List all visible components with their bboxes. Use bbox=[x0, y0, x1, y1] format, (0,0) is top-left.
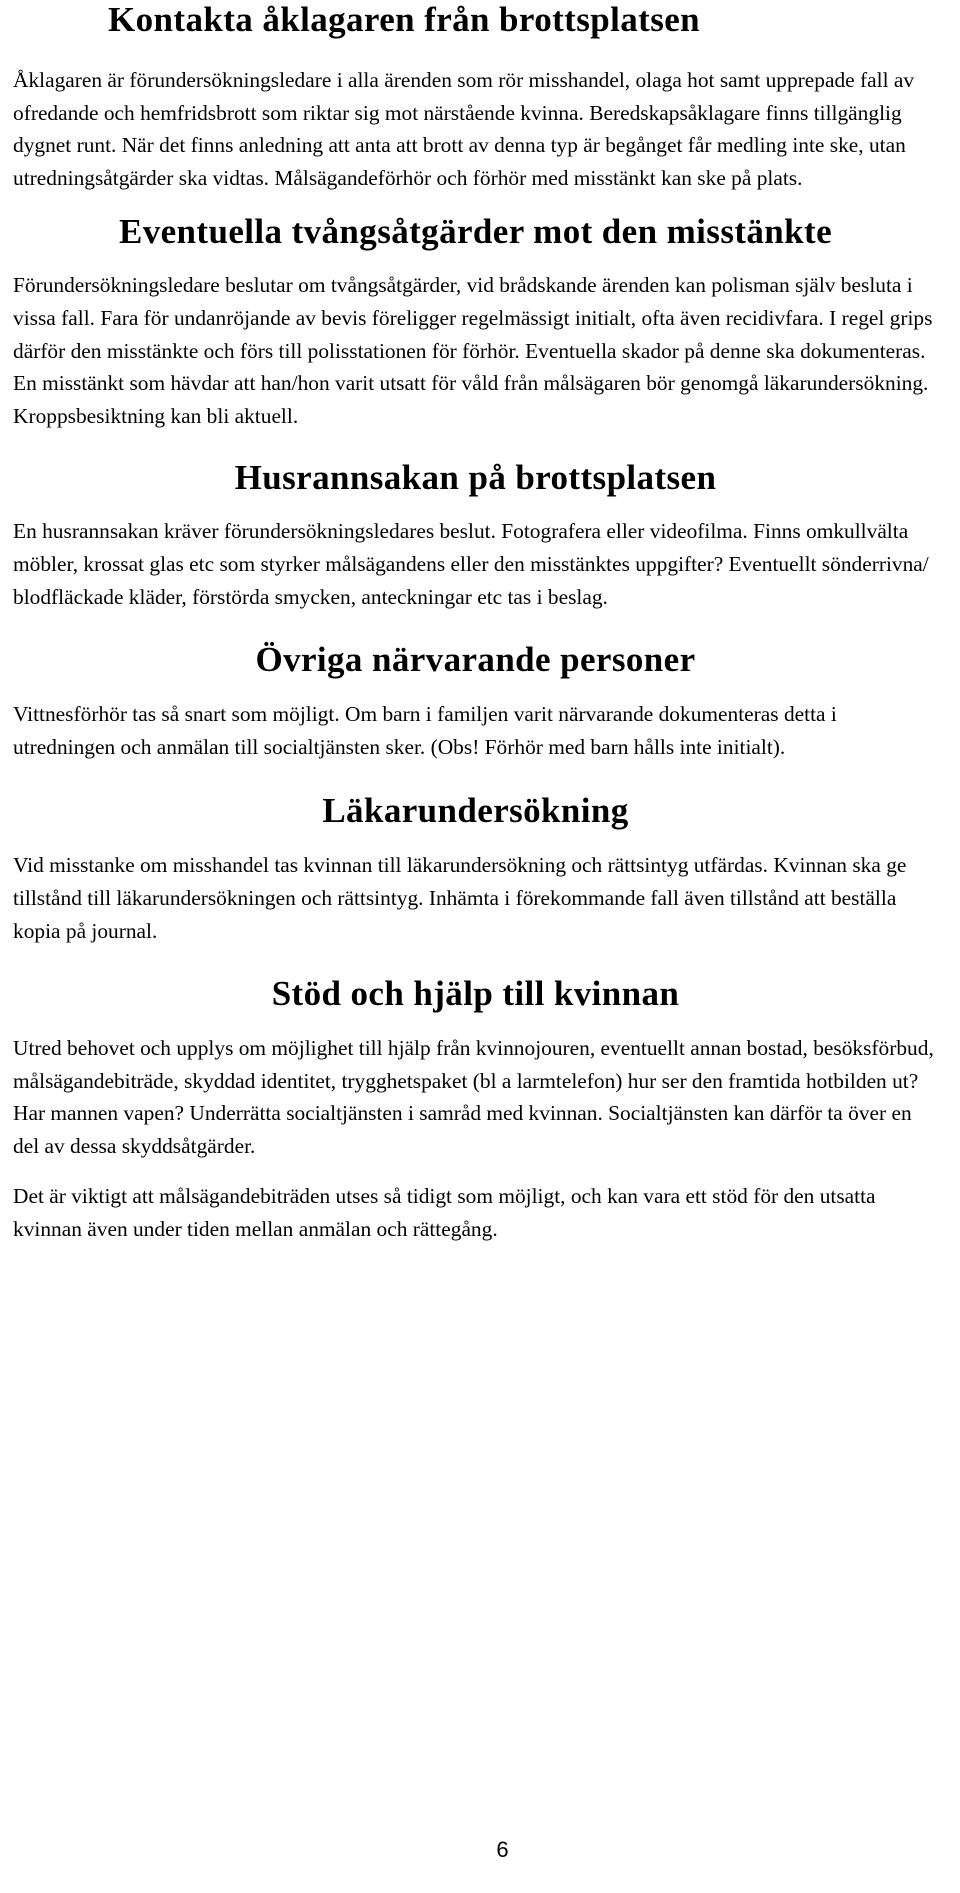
section-heading: Stöd och hjälp till kvinnan bbox=[271, 974, 680, 1014]
section-stod-och-hjalp bbox=[13, 974, 938, 1246]
section-heading: Läkarundersökning bbox=[322, 791, 629, 831]
section-tvangsatgarder bbox=[13, 212, 938, 432]
section-paragraph: Vittnesförhör tas så snart som möjligt. Om barn i familjen varit närvarande dokumenteras detta i utredningen och anmälan till socialtjänsten sker. (Obs! Förhör med barn hålls inte initialt). bbox=[13, 702, 837, 759]
section-paragraph: Det är viktigt att målsägandebiträden utses så tidigt som möjligt, och kan vara ett stöd för den utsatta kvinnan även under tiden mellan anmälan och rättegång. bbox=[13, 1184, 876, 1242]
section-paragraph: Åklagaren är förundersökningsledare i alla ärenden som rör misshandel, olaga hot samt upprepade fall av ofredande och hemfridsbrott som riktar sig mot närstående kvinna. Beredskapsåklagare finns tillgänglig dygnet runt. När det finns anledning att anta att brott av denna typ är begånget får medling inte ske, utan utredningsåtgärder ska vidtas. Målsägandeförhör och förhör med misstänkt kan ske på plats. bbox=[13, 68, 915, 190]
section-husrannsakan bbox=[13, 458, 938, 613]
page-number: 6 bbox=[496, 1837, 509, 1862]
section-ovriga-personer bbox=[13, 640, 938, 763]
section-kontakta-aklagaren bbox=[13, 0, 938, 194]
section-paragraph: Utred behovet och upplys om möjlighet till hjälp från kvinnojouren, eventuellt annan bostad, besöksförbud, målsägandebiträde, skyddad identitet, trygghetspaket (bl a larmtelefon) hur ser den framtida hotbilden ut? Har mannen vapen? Underrätta socialtjänsten i samråd med kvinnan. Socialtjänsten kan därför ta över en del av dessa skyddsåtgärder. bbox=[13, 1036, 934, 1158]
section-heading: Övriga närvarande personer bbox=[255, 640, 696, 680]
section-paragraph: En husrannsakan kräver förundersökningsledares beslut. Fotografera eller videofilma. Finns omkullvälta möbler, krossat glas etc som styrker målsägandens eller den misstänktes uppgifter? Eventuellt sönderrivna/ blodfläckade kläder, förstörda smycken, anteckningar etc tas i beslag. bbox=[13, 519, 929, 609]
section-heading: Eventuella tvångsåtgärder mot den misstänkte bbox=[118, 212, 833, 252]
section-paragraph: Förundersökningsledare beslutar om tvångsåtgärder, vid brådskande ärenden kan polisman själv besluta i vissa fall. Fara för undanröjande av bevis föreligger regelmässigt initialt, ofta även recidivfara. I regel grips därför den misstänkte och förs till polisstationen för förhör. Eventuella skador på denne ska dokumenteras. En misstänkt som hävdar att han/hon varit utsatt för våld från målsägaren bör genomgå läkarundersökning. Kroppsbesiktning kan bli aktuell. bbox=[13, 273, 933, 428]
section-paragraph: Vid misstanke om misshandel tas kvinnan till läkarundersökning och rättsintyg utfärdas. Kvinnan ska ge tillstånd till läkarundersökningen och rättsintyg. Inhämta i förekommande fall även tillstånd att beställa kopia på journal. bbox=[13, 853, 907, 943]
section-heading: Kontakta åklagaren från brottsplatsen bbox=[108, 0, 701, 39]
section-heading: Husrannsakan på brottsplatsen bbox=[234, 458, 717, 498]
section-lakarundersokning bbox=[13, 791, 938, 947]
